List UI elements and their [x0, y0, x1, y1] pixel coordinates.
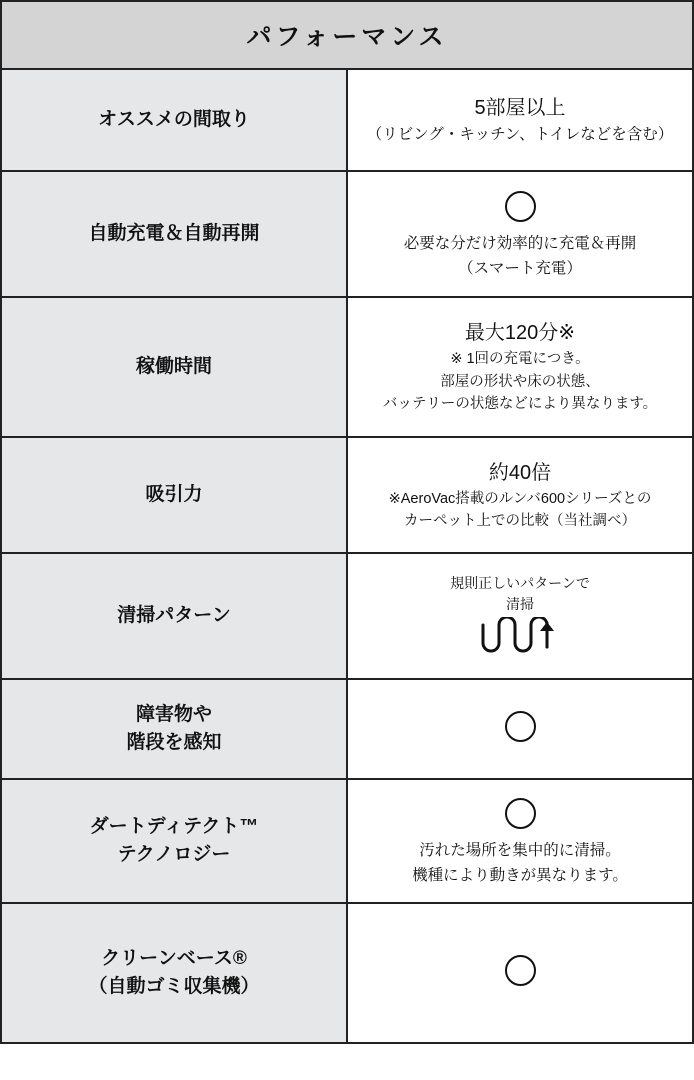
row-label-runtime: 稼働時間 [1, 297, 347, 437]
row-value-cleaning-pattern [347, 553, 693, 679]
row-label-line-2: 階段を感知 [126, 732, 222, 753]
row-label-line-2: テクノロジー [117, 844, 231, 865]
value-main-text: 最大120分※ [464, 322, 576, 345]
row-value-runtime [347, 297, 693, 437]
row-value-clean-base [347, 903, 693, 1043]
row-label-line-1: クリーンベース® [101, 948, 247, 970]
value-sub-text-2: 機種により動きが異なります。 [412, 866, 628, 884]
row-label-auto-recharge-resume: 自動充電＆自動再開 [1, 171, 347, 297]
cleaning-pattern-icon [475, 617, 565, 659]
value-sub-text: 必要な分だけ効率的に充電＆再開 [403, 235, 637, 253]
row-label-suction-power: 吸引力 [1, 437, 347, 553]
circle-mark-wrapper [348, 951, 692, 996]
row-value-dirt-detect-technology [347, 779, 693, 903]
row-value-auto-recharge-resume [347, 171, 693, 297]
circle-mark-icon [505, 955, 536, 986]
row-value-recommended-layout [347, 69, 693, 171]
circle-mark-icon [505, 711, 536, 742]
row-label-cleaning-pattern: 清掃パターン [1, 553, 347, 679]
circle-mark-icon [505, 191, 536, 222]
row-value-obstacle-stair-detection [347, 679, 693, 779]
row-label-line-1: 障害物や [135, 704, 212, 726]
value-sub-text-3: バッテリーの状態などにより異なります。 [382, 396, 658, 413]
value-sub-text: 汚れた場所を集中的に清掃。 [419, 842, 621, 860]
row-label-recommended-layout: オススメの間取り [1, 69, 347, 171]
circle-mark-wrapper [348, 187, 692, 232]
value-sub-text-2: （スマート充電） [458, 259, 582, 277]
circle-mark-wrapper [348, 707, 692, 752]
value-main-text: 5部屋以上 [474, 96, 566, 119]
table-row [1, 297, 693, 437]
table-header-row [1, 1, 693, 69]
row-value-suction-power [347, 437, 693, 553]
table-row [1, 903, 693, 1043]
table-row [1, 779, 693, 903]
table-row [1, 171, 693, 297]
row-label-obstacle-stair-detection [1, 679, 347, 779]
table-row [1, 553, 693, 679]
table-row [1, 69, 693, 171]
circle-mark-wrapper [348, 794, 692, 839]
row-label-line-1: ダートディテクト™ [89, 816, 259, 838]
value-sub-text: 規則正しいパターンで [450, 575, 590, 591]
table-row [1, 437, 693, 553]
table-row [1, 679, 693, 779]
row-label-dirt-detect-technology [1, 779, 347, 903]
row-label-line-2: （自動ゴミ収集機） [88, 976, 260, 997]
value-main-text: 約40倍 [488, 461, 552, 484]
circle-mark-icon [505, 798, 536, 829]
value-sub-text: ※ 1回の充電につき。 [450, 351, 590, 368]
value-sub-text: ※AeroVac搭載のルンバ600シリーズとの [388, 490, 652, 507]
value-sub-text-2: 部屋の形状や床の状態、 [440, 373, 600, 390]
value-sub-text-2: 清掃 [506, 596, 534, 612]
row-label-clean-base [1, 903, 347, 1043]
table-header-title: パフォーマンス [1, 1, 693, 69]
value-sub-text: （リビング・キッチン、トイレなどを含む） [366, 125, 674, 143]
value-sub-text-2: カーペット上での比較（当社調べ） [404, 513, 636, 529]
